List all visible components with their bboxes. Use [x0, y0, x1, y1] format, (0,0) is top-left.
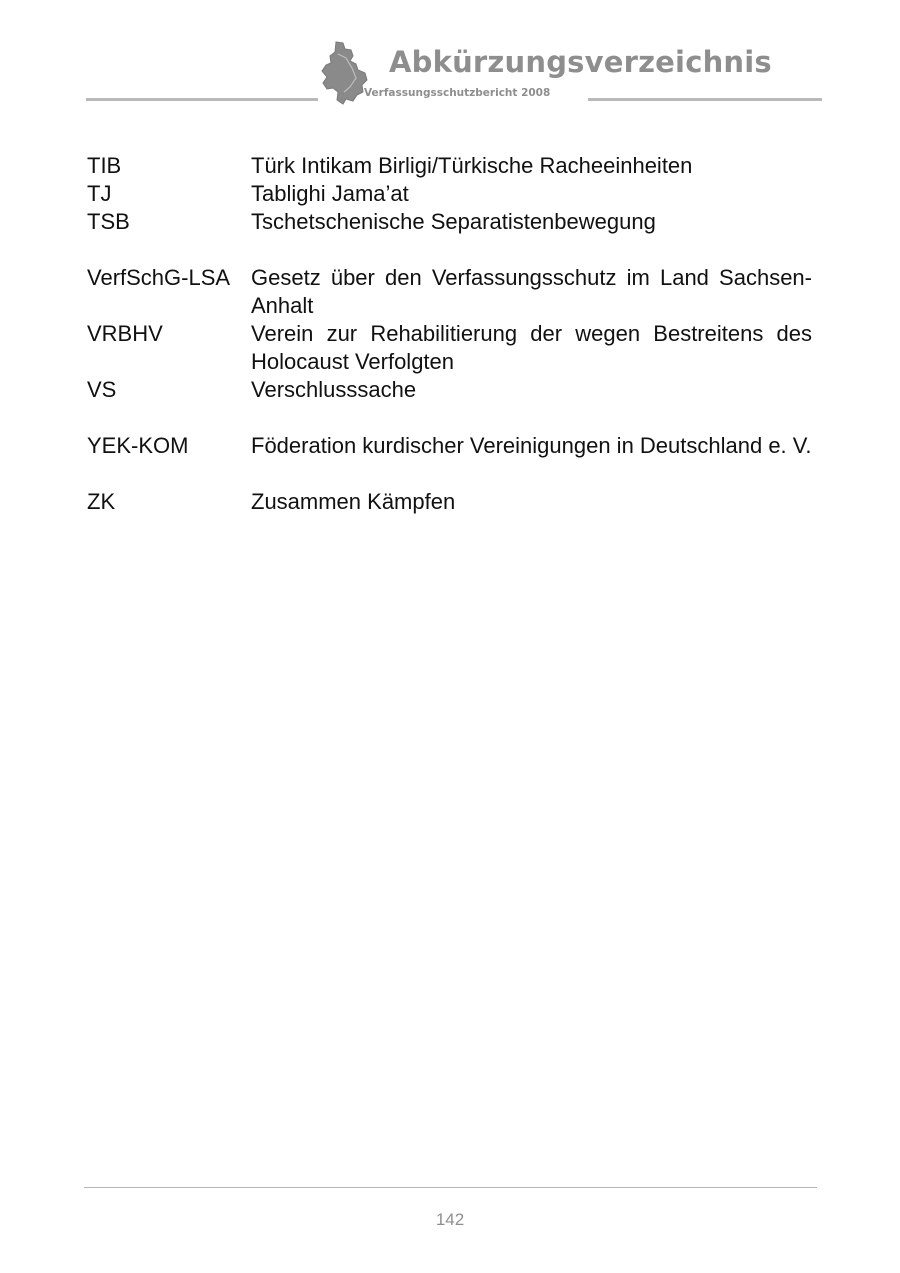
definition: Verein zur Rehabilitierung der wegen Bestreitens des Holocaust Verfolgten [251, 321, 812, 374]
definition: Gesetz über den Verfassungsschutz im Land Sachsen-Anhalt [251, 265, 812, 318]
abbreviation: ZK [87, 489, 116, 514]
definition: Türk Intikam Birligi/Türkische Racheeinheiten [251, 153, 693, 178]
header-subtitle: Verfassungsschutzbericht 2008 [364, 87, 551, 99]
definition: Tschetschenische Separatistenbewegung [251, 209, 656, 234]
abbreviation: VRBHV [87, 321, 163, 346]
abbreviation: YEK-KOM [87, 433, 189, 458]
abbreviation: VerfSchG-LSA [87, 265, 231, 290]
definition: Verschlusssache [251, 377, 417, 402]
definition: Tablighi Jama’at [251, 181, 409, 206]
header-rule-left [86, 98, 318, 101]
abbreviation: TJ [87, 181, 112, 206]
page-number: 142 [435, 1210, 465, 1229]
list-item [87, 432, 812, 460]
list-item [87, 488, 812, 516]
abbreviation-list [87, 152, 812, 516]
list-item [87, 152, 812, 180]
definition: Zusammen Kämpfen [251, 489, 456, 514]
footer-rule [84, 1187, 817, 1188]
list-item [87, 208, 812, 236]
list-item [87, 376, 812, 404]
abbreviation: TSB [87, 209, 130, 234]
list-item [87, 264, 812, 320]
abbreviation: VS [87, 377, 117, 402]
page-header [0, 0, 900, 120]
list-item [87, 180, 812, 208]
abbreviation: TIB [87, 153, 122, 178]
header-rule-right [588, 98, 822, 101]
definition: Föderation kurdischer Vereinigungen in Deutschland e. V. [251, 433, 812, 458]
list-item [87, 320, 812, 376]
header-title: Abkürzungsverzeichnis [389, 45, 772, 79]
